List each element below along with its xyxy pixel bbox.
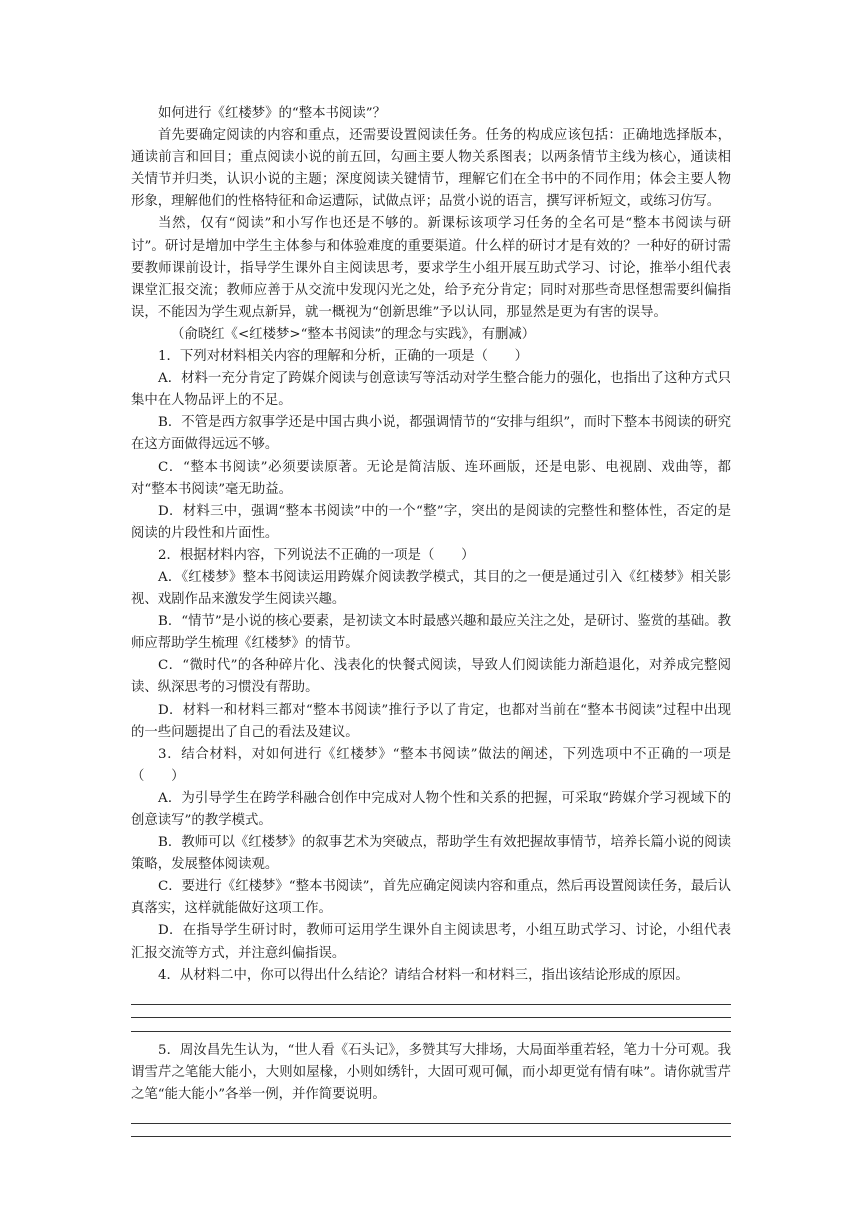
question-5-stem: 5．周汝昌先生认为，“世人看《石头记》，多赞其写大排场，大局面举重若轻，笔力十分可观。我谓雪芹之笔能大能小，大则如屋椽，小则如绣针，大固可观可佩，而小却更觉有情有味”。请你就雪芹之笔“能大能小”各举一例，并作简要说明。 (131, 1042, 731, 1102)
question-1-option-b: B．不管是西方叙事学还是中国古典小说，都强调情节的“安排与组织”，而时下整本书阅读的研究在这方面做得远远不够。 (131, 415, 731, 453)
body-paragraph: 当然，仅有“阅读”和小写作也还是不够的。新课标该项学习任务的全名可是“整本书阅读与研讨”。研讨是增加中学生主体参与和体验难度的重要渠道。什么样的研讨才是有效的？一种好的研讨需要教师课前设计，指导学生课外自主阅读思考，要求学生小组开展互助式学习、讨论，推举小组代表课堂汇报交流；教师应善于从交流中发现闪光之处，给予充分肯定；同时对那些奇思怪想需要纠偏指误，不能因为学生观点新异，就一概视为“创新思维”予以认同，那显然是更为有害的误导。 (131, 216, 731, 320)
source-citation: （俞晓红《<红楼梦>“整本书阅读”的理念与实践》，有删减） (171, 326, 536, 342)
document-page (131, 103, 731, 1137)
question-2-stem: 2．根据材料内容，下列说法不正确的一项是（ ） (158, 547, 475, 563)
question-2-option-a: A．《红楼梦》整本书阅读运用跨媒介阅读教学模式，其目的之一便是通过引入《红楼梦》相关影视、戏剧作品来激发学生阅读兴趣。 (131, 569, 731, 608)
question-2-option-b: B．“情节”是小说的核心要素，是初读文本时最感兴趣和最应关注之处，是研讨、鉴赏的基础。教师应帮助学生梳理《红楼梦》的情节。 (131, 614, 731, 652)
question-3-option-a: A．为引导学生在跨学科融合创作中完成对人物个性和关系的把握，可采取“跨媒介学习视域下的创意读写”的教学模式。 (131, 790, 731, 828)
question-3-option-d: D．在指导学生研讨时，教师可运用学生课外自主阅读思考，小组互助式学习、讨论，小组代表汇报交流等方式，并注意纠偏指误。 (131, 923, 731, 961)
section-heading: 如何进行《红楼梦》的“整本书阅读”？ (158, 106, 386, 121)
question-1-option-d: D．材料三中，强调“整本书阅读”中的一个“整”字，突出的是阅读的完整性和整体性，否定的是阅读的片段性和片面性。 (131, 503, 731, 541)
question-4-answer-area[interactable] (131, 987, 731, 1032)
question-1-option-a: A．材料一充分肯定了跨媒介阅读与创意读写等活动对学生整合能力的强化，也指出了这种方式只集中在人物品评上的不足。 (131, 371, 731, 409)
question-5-answer-area[interactable] (131, 1106, 731, 1137)
question-1-stem: 1．下列对材料相关内容的理解和分析，正确的一项是（ ） (158, 349, 529, 365)
question-2-option-c: C．“微时代”的各种碎片化、浅表化的快餐式阅读，导致人们阅读能力渐趋退化，对养成完整阅读、纵深思考的习惯没有帮助。 (131, 658, 731, 696)
answer-line (131, 1136, 731, 1137)
question-3-stem: 3．结合材料，对如何进行《红楼梦》“整本书阅读”做法的阐述，下列选项中不正确的一项是（ ） (131, 746, 731, 784)
question-4-stem: 4．从材料二中，你可以得出什么结论？请结合材料一和材料三，指出该结论形成的原因。 (158, 967, 689, 983)
question-2-option-d: D．材料一和材料三都对“整本书阅读”推行予以了肯定，也都对当前在“整本书阅读”过程中出现的一些问题提出了自己的看法及建议。 (131, 702, 731, 740)
question-3-option-b: B．教师可以《红楼梦》的叙事艺术为突破点，帮助学生有效把握故事情节，培养长篇小说的阅读策略，发展整体阅读观。 (131, 835, 731, 873)
body-paragraph: 首先要确定阅读的内容和重点，还需要设置阅读任务。任务的构成应该包括：正确地选择版本，通读前言和回目；重点阅读小说的前五回，勾画主要人物关系图表；以两条情节主线为核心，通读相关情节并归类，认识小说的主题；深度阅读关键情节，理解它们在全书中的不同作用；体会主要人物形象，理解他们的性格特征和命运遭际，试做点评；品赏小说的语言，撰写评析短文，或练习仿写。 (131, 128, 731, 210)
question-3-option-c: C．要进行《红楼梦》“整本书阅读”，首先应确定阅读内容和重点，然后再设置阅读任务，最后认真落实，这样就能做好这项工作。 (131, 879, 731, 917)
question-1-option-c: C．“整本书阅读”必须要读原著。无论是简洁版、连环画版，还是电影、电视剧、戏曲等，都对“整本书阅读”毫无助益。 (131, 459, 731, 497)
